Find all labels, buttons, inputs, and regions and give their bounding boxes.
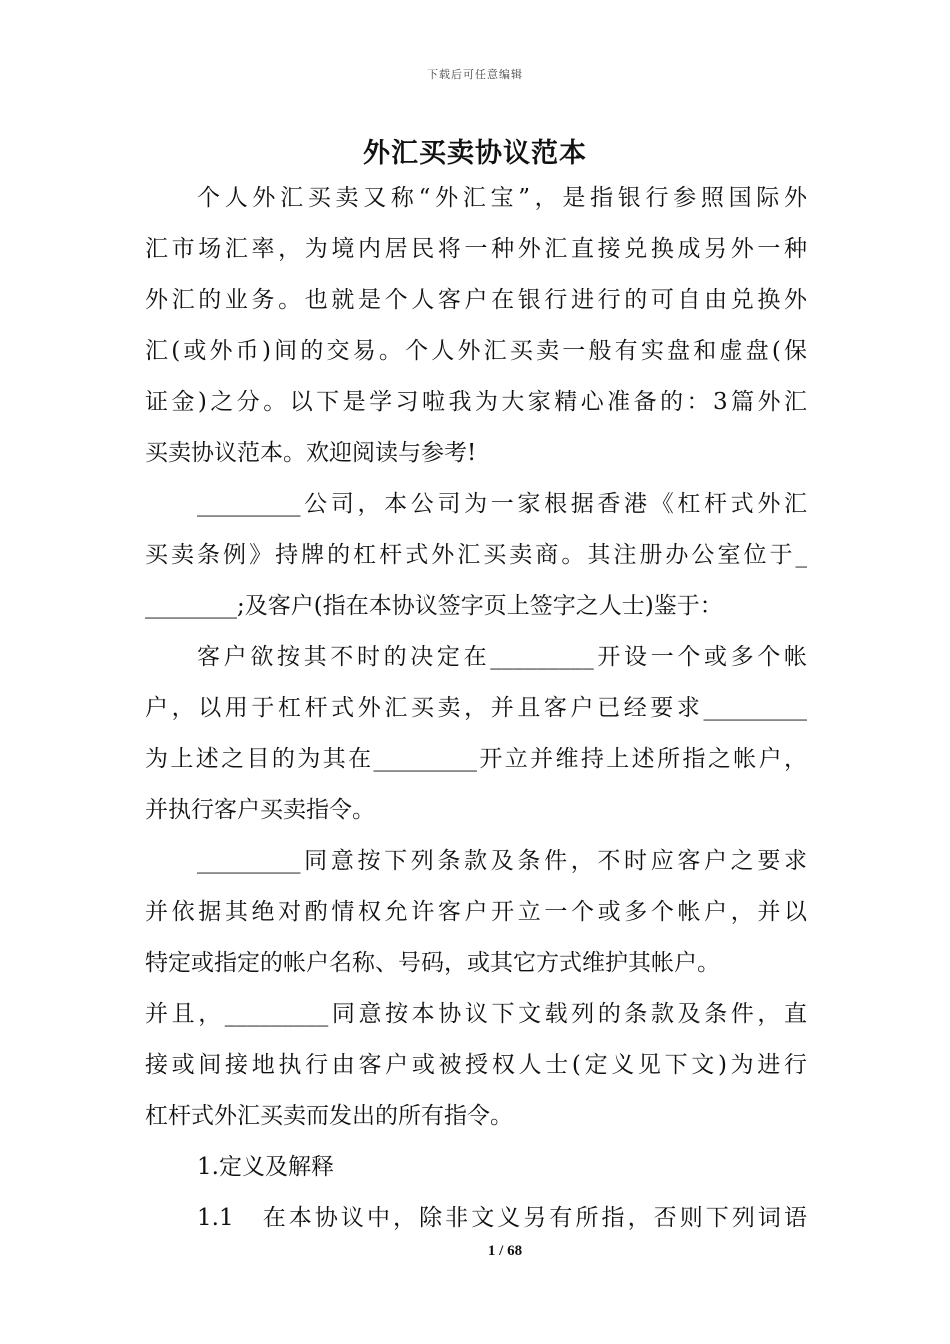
paragraph-line: 个人外汇买卖又称“外汇宝”，是指银行参照国际外 bbox=[197, 185, 807, 211]
paragraph-line: 汇市场汇率，为境内居民将一种外汇直接兑换成另外一种 bbox=[145, 236, 807, 262]
paragraph-line: 客户欲按其不时的决定在_________开设一个或多个帐 bbox=[197, 644, 807, 670]
paragraph-line: 特定或指定的帐户名称、号码，或其它方式维护其帐户。 bbox=[145, 950, 720, 976]
paragraph-line: _________公司，本公司为一家根据香港《杠杆式外汇 bbox=[197, 491, 807, 517]
paragraph-line: _________同意按下列条款及条件，不时应客户之要求 bbox=[197, 848, 807, 874]
paragraph-line: 并执行客户买卖指令。 bbox=[145, 797, 375, 823]
paragraph-line: 户，以用于杠杆式外汇买卖，并且客户已经要求_________ bbox=[145, 695, 807, 721]
paragraph-line: 1.1 在本协议中，除非文义另有所指，否则下列词语 bbox=[197, 1205, 807, 1231]
paragraph-line: 汇(或外币)间的交易。个人外汇买卖一般有实盘和虚盘(保 bbox=[145, 338, 807, 364]
paragraph-line: 买卖条例》持牌的杠杆式外汇买卖商。其注册办公室位于_ bbox=[145, 542, 807, 568]
paragraph-line: 外汇的业务。也就是个人客户在银行进行的可自由兑换外 bbox=[145, 287, 807, 313]
paragraph-line: 证金)之分。以下是学习啦我为大家精心准备的：3篇外汇 bbox=[145, 389, 807, 415]
paragraph-line: 杠杆式外汇买卖而发出的所有指令。 bbox=[145, 1103, 513, 1129]
header-note: 下载后可任意编辑 bbox=[427, 68, 523, 81]
paragraph-line: 并且，_________同意按本协议下文载列的条款及条件，直 bbox=[145, 1001, 807, 1027]
document-title: 外汇买卖协议范本 bbox=[363, 138, 587, 169]
paragraph-line: 并依据其绝对酌情权允许客户开立一个或多个帐户，并以 bbox=[145, 899, 807, 925]
paragraph-line: 接或间接地执行由客户或被授权人士(定义见下文)为进行 bbox=[145, 1052, 807, 1078]
paragraph-line: ________;及客户(指在本协议签字页上签字之人士)鉴于： bbox=[145, 593, 723, 619]
page-number: 1 / 68 bbox=[487, 1243, 523, 1259]
paragraph-line: 买卖协议范本。欢迎阅读与参考! bbox=[145, 440, 477, 466]
section-heading: 1.定义及解释 bbox=[197, 1154, 334, 1180]
paragraph-line: 为上述之目的为其在_________开立并维持上述所指之帐户， bbox=[145, 746, 807, 772]
